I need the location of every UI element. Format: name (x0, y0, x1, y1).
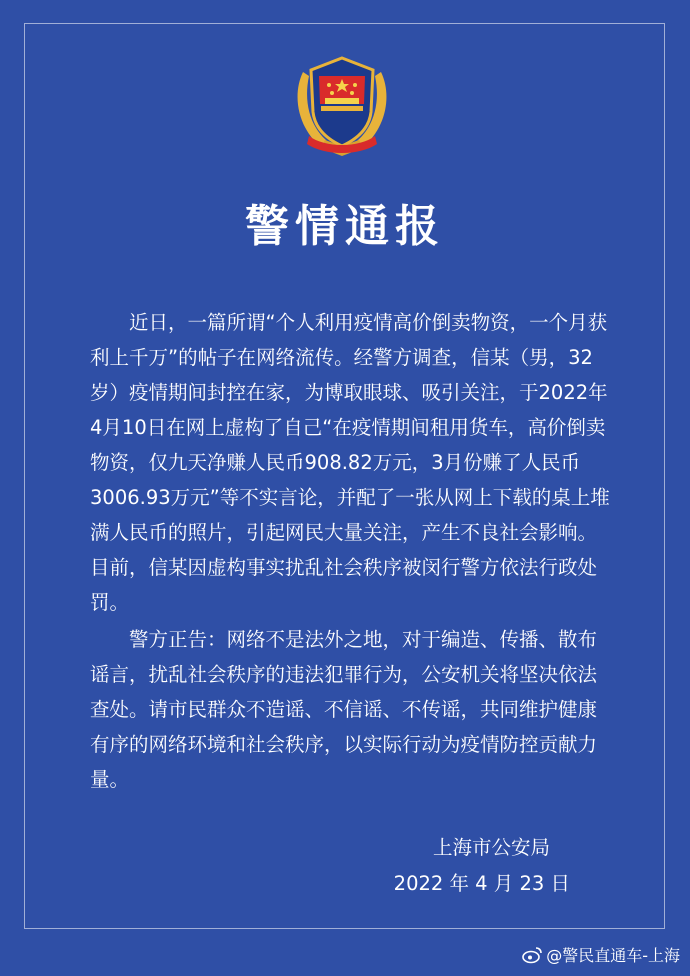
signature-date: 2022 年 4 月 23 日 (393, 872, 570, 895)
notice-title: 警情通报 (245, 201, 445, 252)
police-emblem-icon (285, 52, 399, 160)
body-paragraph-2: 警方正告：网络不是法外之地，对于编造、传播、散布谣言，扰乱社会秩序的违法犯罪行为，公安机关将坚决依法查处。请市民群众不造谣、不信谣、不传谣，共同维护健康有序的网络环境和社会秩序，以实际行动为疫情防控贡献力量。 (90, 628, 598, 791)
body-paragraph-1: 近日，一篇所谓“个人利用疫情高价倒卖物资，一个月获利上千万”的帖子在网络流传。经警方调查，信某（男，32岁）疫情期间封控在家，为博取眼球、吸引关注，于2022年4月10日在网上虚构了自己“在疫情期间租用货车，高价倒卖物资，仅九天净赚人民币908.82万元，3月份赚了人民币3006.93万元”等不实言论，并配了一张从网上下载的桌上堆满人民币的照片，引起网民大量关注，产生不良社会影响。目前，信某因虚构事实扰乱社会秩序被闵行警方依法行政处罚。 (90, 311, 610, 614)
weibo-icon (522, 946, 542, 964)
watermark-text: @警民直通车-上海 (546, 946, 680, 965)
weibo-watermark (522, 943, 680, 966)
signature-org: 上海市公安局 (432, 836, 550, 859)
